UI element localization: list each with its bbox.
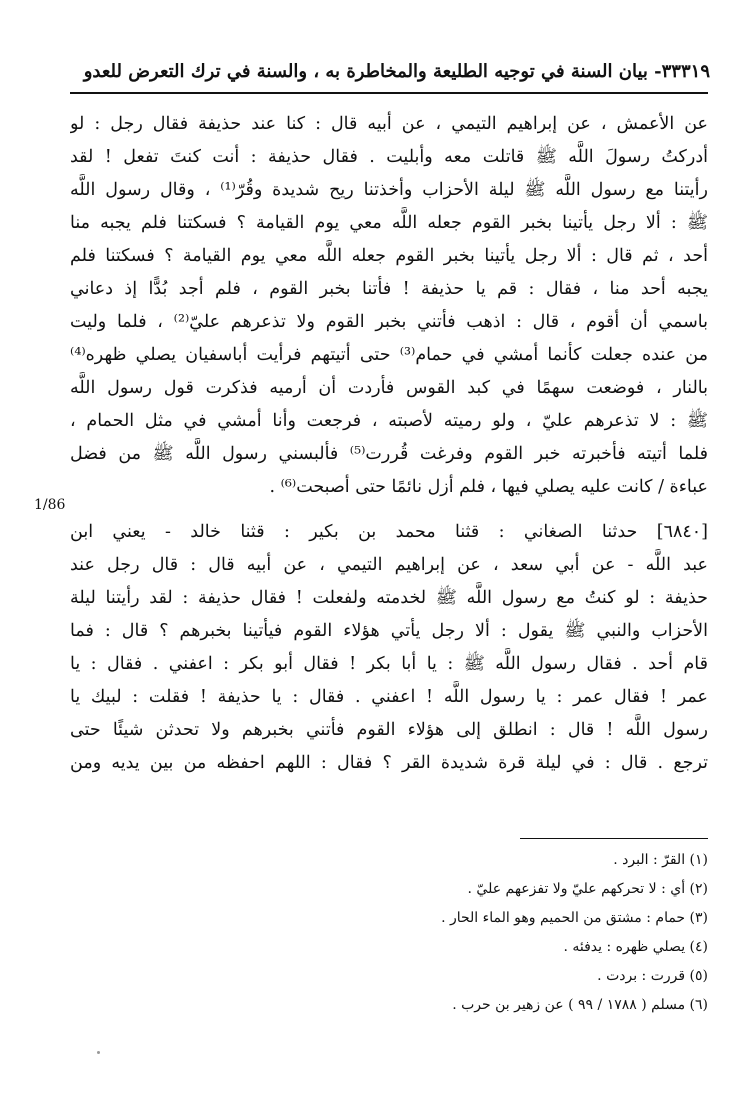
text-line: حذيفة : لو كنتُ مع رسول اللَّه ﷺ لخدمته ولفعلت ! فقال حذيفة : لقد رأيتنا ليلة bbox=[70, 588, 708, 608]
text-line: رأيتنا مع رسول اللَّه ﷺ ليلة الأحزاب وأخذتنا ريح شديدة وقُرّ⁽¹⁾ ، وقال رسول اللَّه bbox=[70, 180, 708, 200]
text-line: باسمي أن أقوم ، قال : اذهب فأتني بخبر القوم ولا تذعرهم عليّ⁽²⁾ ، فلما وليت bbox=[70, 312, 708, 332]
footnote: (٣) حمام : مشتق من الحميم وهو الماء الحار . bbox=[441, 910, 708, 926]
text-line: رسول اللَّه ! قال : انطلق إلى هؤلاء القوم فأتني بخبرهم ولا تحدثن شيئًا حتى bbox=[70, 720, 708, 740]
text-line: أحد ، ثم قال : ألا رجل يأتينا بخبر القوم جعله اللَّه معي يوم القيامة ؟ فسكتنا فلم bbox=[70, 246, 708, 266]
page-number: ٣١٩ bbox=[680, 60, 710, 82]
text-line: عمر ! فقال عمر : يا رسول اللَّه ! اعفني . فقال : يا حذيفة ! فقلت : لبيك يا bbox=[70, 687, 708, 707]
chapter-title: ٣٣- بيان السنة في توجيه الطليعة والمخاطرة به ، والسنة في ترك التعرض للعدو bbox=[83, 60, 681, 82]
text-line: الأحزاب والنبي ﷺ يقول : ألا رجل يأتي هؤلاء القوم فيأتينا بخبرهم ؟ قال : فما bbox=[70, 621, 708, 641]
text-line: ﷺ : لا تذعرهم عليّ ، ولو رميته لأصبته ، فرجعت وأنا أمشي في مثل الحمام ، bbox=[70, 411, 708, 431]
scan-speck bbox=[97, 1051, 100, 1054]
footnote: (٥) قررت : بردت . bbox=[597, 968, 708, 984]
text-line: من عنده جعلت كأنما أمشي في حمام⁽³⁾ حتى أتيتهم فرأيت أباسفيان يصلي ظهره⁽⁴⁾ bbox=[70, 345, 708, 365]
text-line: عبد اللَّه - عن أبي سعد ، عن إبراهيم التيمي ، عن أبيه قال : قال رجل عند bbox=[70, 555, 708, 575]
footnote-separator bbox=[520, 838, 708, 839]
manuscript-folio-note: 1/86 bbox=[34, 497, 66, 513]
footnote: (٢) أي : لا تحركهم عليّ ولا تفزعهم عليّ . bbox=[467, 881, 708, 897]
page-header bbox=[70, 54, 710, 88]
text-line: ترجع . قال : في ليلة قرة شديدة القر ؟ فقال : اللهم احفظه من بين يديه ومن bbox=[70, 753, 708, 773]
hadith-heading-line: [٦٨٤٠] حدثنا الصغاني : قثنا محمد بن بكير : قثنا خالد - يعني ابن bbox=[70, 522, 708, 542]
text-line: بالنار ، فوضعت سهمًا في كبد القوس فأردت أن أرميه فذكرت قول رسول اللَّه bbox=[70, 378, 708, 398]
footnote: (٤) يصلي ظهره : يدفئه . bbox=[563, 939, 708, 955]
header-rule bbox=[70, 92, 708, 94]
footnote: (٦) مسلم ( ١٧٨٨ / ٩٩ ) عن زهير بن حرب . bbox=[452, 997, 708, 1013]
text-line: عباءة / كانت عليه يصلي فيها ، فلم أزل نائمًا حتى أصبحت⁽⁶⁾ . bbox=[269, 477, 708, 497]
text-line: فلما أتيته فأخبرته خبر القوم وفرغت قُررت⁽⁵⁾ فألبسني رسول اللَّه ﷺ من فضل bbox=[70, 444, 708, 464]
text-line: قام أحد . فقال رسول اللَّه ﷺ : يا أبا بكر ! فقال أبو بكر : اعفني . فقال : يا bbox=[70, 654, 708, 674]
footnotes bbox=[70, 846, 708, 1020]
text-line: عن الأعمش ، عن إبراهيم التيمي ، عن أبيه قال : كنا عند حذيفة فقال رجل : لو bbox=[70, 114, 708, 134]
text-line: يجبه أحد منا ، فقال : قم يا حذيفة ! فأتنا بخبر القوم ، فلم أجد بُدًّا إذ دعاني bbox=[70, 279, 708, 299]
text-line: أدركتُ رسولَ اللَّه ﷺ قاتلت معه وأبليت . فقال حذيفة : أنت كنتَ تفعل ! لقد bbox=[70, 147, 708, 167]
text-line: ﷺ : ألا رجل يأتينا بخبر القوم جعله اللَّه معي يوم القيامة ؟ فسكتنا فلم يجبه منا bbox=[70, 213, 708, 233]
main-text bbox=[70, 108, 708, 780]
footnote: (١) القرّ : البرد . bbox=[613, 852, 708, 868]
